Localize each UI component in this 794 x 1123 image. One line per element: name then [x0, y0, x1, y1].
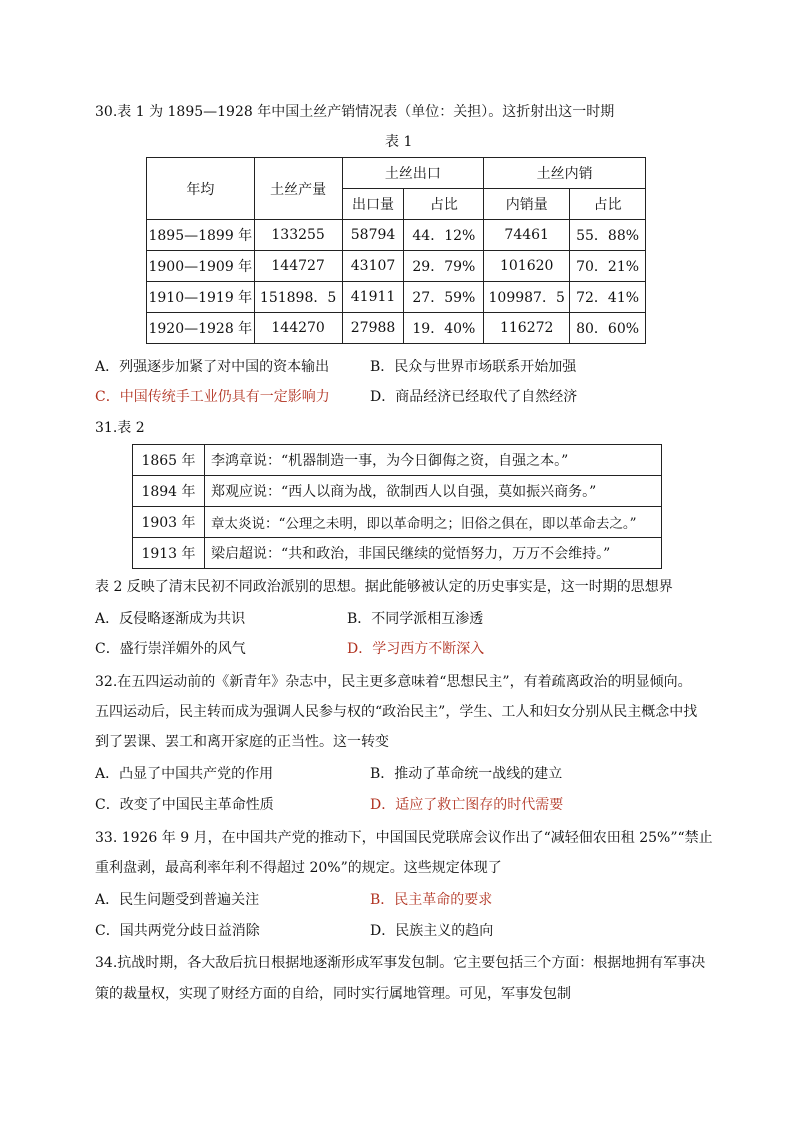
table-cell: 1865 年 — [133, 445, 205, 476]
q30-option-a: A．列强逐步加紧了对中国的资本输出 — [95, 359, 330, 375]
table-cell: 29．79% — [404, 251, 484, 282]
q32-option-c: C．改变了中国民主革命性质 — [95, 797, 274, 813]
q31-option-b: B．不同学派相互渗透 — [347, 611, 484, 627]
table2 — [132, 444, 662, 569]
table-cell: 44．12% — [404, 220, 484, 251]
table-cell: 1900—1909 年 — [147, 251, 255, 282]
q32-option-a: A．凸显了中国共产党的作用 — [95, 766, 274, 782]
q32-line3: 到了罢课、罢工和离开家庭的正当性。这一转变 — [95, 734, 389, 750]
q34-line2: 策的裁量权，实现了财经方面的自给，同时实行属地管理。可见，军事发包制 — [95, 986, 571, 1002]
table-row — [147, 220, 646, 251]
table-cell: 27988 — [342, 313, 404, 344]
q30-option-d: D．商品经济已经取代了自然经济 — [370, 389, 578, 405]
table-cell: 梁启超说：“共和政治，非国民继续的觉悟努力，万万不会维持。” — [205, 538, 662, 569]
table-cell: 101620 — [484, 251, 570, 282]
q33-line1: 33. 1926 年 9 月，在中国共产党的推动下，中国国民党联席会议作出了“减轻佃农田租 25%”“禁止 — [95, 830, 713, 846]
table-cell: 郑观应说：“西人以商为战，欲制西人以自强，莫如振兴商务。” — [205, 476, 662, 507]
table-cell: 1920—1928 年 — [147, 313, 255, 344]
q30-stem: 30.表 1 为 1895—1928 年中国土丝产销情况表（单位：关担）。这折射出这一时期 — [95, 104, 615, 120]
table-row — [147, 282, 646, 313]
table-cell: 1903 年 — [133, 507, 205, 538]
q31-option-a: A．反侵略逐渐成为共识 — [95, 611, 246, 627]
table-cell: 1895—1899 年 — [147, 220, 255, 251]
table-cell: 109987．5 — [484, 282, 570, 313]
q31-after: 表 2 反映了清末民初不同政治派别的思想。据此能够被认定的历史事实是，这一时期的思想界 — [95, 579, 673, 595]
q32-option-d: D．适应了救亡图存的时代需要 — [370, 797, 564, 813]
q30-option-b: B．民众与世界市场联系开始加强 — [370, 359, 577, 375]
table-cell: 1910—1919 年 — [147, 282, 255, 313]
q33-option-d: D．民族主义的趋向 — [370, 923, 494, 939]
q33-option-a: A．民生问题受到普遍关注 — [95, 892, 260, 908]
table-cell: 1894 年 — [133, 476, 205, 507]
q34-line1: 34.抗战时期，各大敌后抗日根据地逐渐形成军事发包制。它主要包括三个方面：根据地拥有军事决 — [95, 955, 706, 971]
table1-header-domestic-qty: 内销量 — [484, 189, 570, 220]
table1-header-domestic-pct: 占比 — [570, 189, 646, 220]
table-cell: 74461 — [484, 220, 570, 251]
table1-title: 表 1 — [385, 134, 413, 150]
table-cell: 43107 — [342, 251, 404, 282]
table-cell: 144727 — [254, 251, 342, 282]
q32-line2: 五四运动后，民主转而成为强调人民参与权的“政治民主”，学生、工人和妇女分别从民主概念中找 — [95, 704, 698, 720]
table1 — [146, 157, 646, 344]
table1-header-domestic: 土丝内销 — [484, 158, 646, 189]
table-cell: 27．59% — [404, 282, 484, 313]
table-cell: 章太炎说：“公理之未明，即以革命明之；旧俗之俱在，即以革命去之。” — [205, 507, 662, 538]
table-cell: 151898．5 — [254, 282, 342, 313]
q31-option-c: C．盛行崇洋媚外的风气 — [95, 641, 246, 657]
table-row — [147, 313, 646, 344]
table1-header-export-qty: 出口量 — [342, 189, 404, 220]
table-cell: 19．40% — [404, 313, 484, 344]
table-row — [133, 476, 662, 507]
table1-header-output: 土丝产量 — [254, 158, 342, 220]
table-row — [133, 445, 662, 476]
table-cell: 55．88% — [570, 220, 646, 251]
q32-line1: 32.在五四运动前的《新青年》杂志中，民主更多意味着“思想民主”，有着疏离政治的明显倾向。 — [95, 674, 692, 690]
table-cell: 72．41% — [570, 282, 646, 313]
table-row — [147, 251, 646, 282]
table-cell: 58794 — [342, 220, 404, 251]
table-cell: 70．21% — [570, 251, 646, 282]
q31-option-d: D．学习西方不断深入 — [347, 641, 485, 657]
table-row — [133, 507, 662, 538]
table-cell: 80．60% — [570, 313, 646, 344]
table1-header-export: 土丝出口 — [342, 158, 484, 189]
table-row — [133, 538, 662, 569]
table-cell: 144270 — [254, 313, 342, 344]
table1-header-year: 年均 — [147, 158, 255, 220]
table-cell: 41911 — [342, 282, 404, 313]
q31-stem: 31.表 2 — [95, 420, 145, 436]
q30-option-c: C．中国传统手工业仍具有一定影响力 — [95, 389, 330, 405]
table-cell: 1913 年 — [133, 538, 205, 569]
q33-option-c: C．国共两党分歧日益消除 — [95, 923, 260, 939]
q32-option-b: B．推动了革命统一战线的建立 — [370, 766, 563, 782]
q33-line2: 重利盘剥，最高利率年利不得超过 20%”的规定。这些规定体现了 — [95, 860, 502, 876]
table1-header-export-pct: 占比 — [404, 189, 484, 220]
table-cell: 116272 — [484, 313, 570, 344]
table-cell: 133255 — [254, 220, 342, 251]
table-cell: 李鸿章说：“机器制造一事，为今日御侮之资，自强之本。” — [205, 445, 662, 476]
q33-option-b: B．民主革命的要求 — [370, 892, 493, 908]
